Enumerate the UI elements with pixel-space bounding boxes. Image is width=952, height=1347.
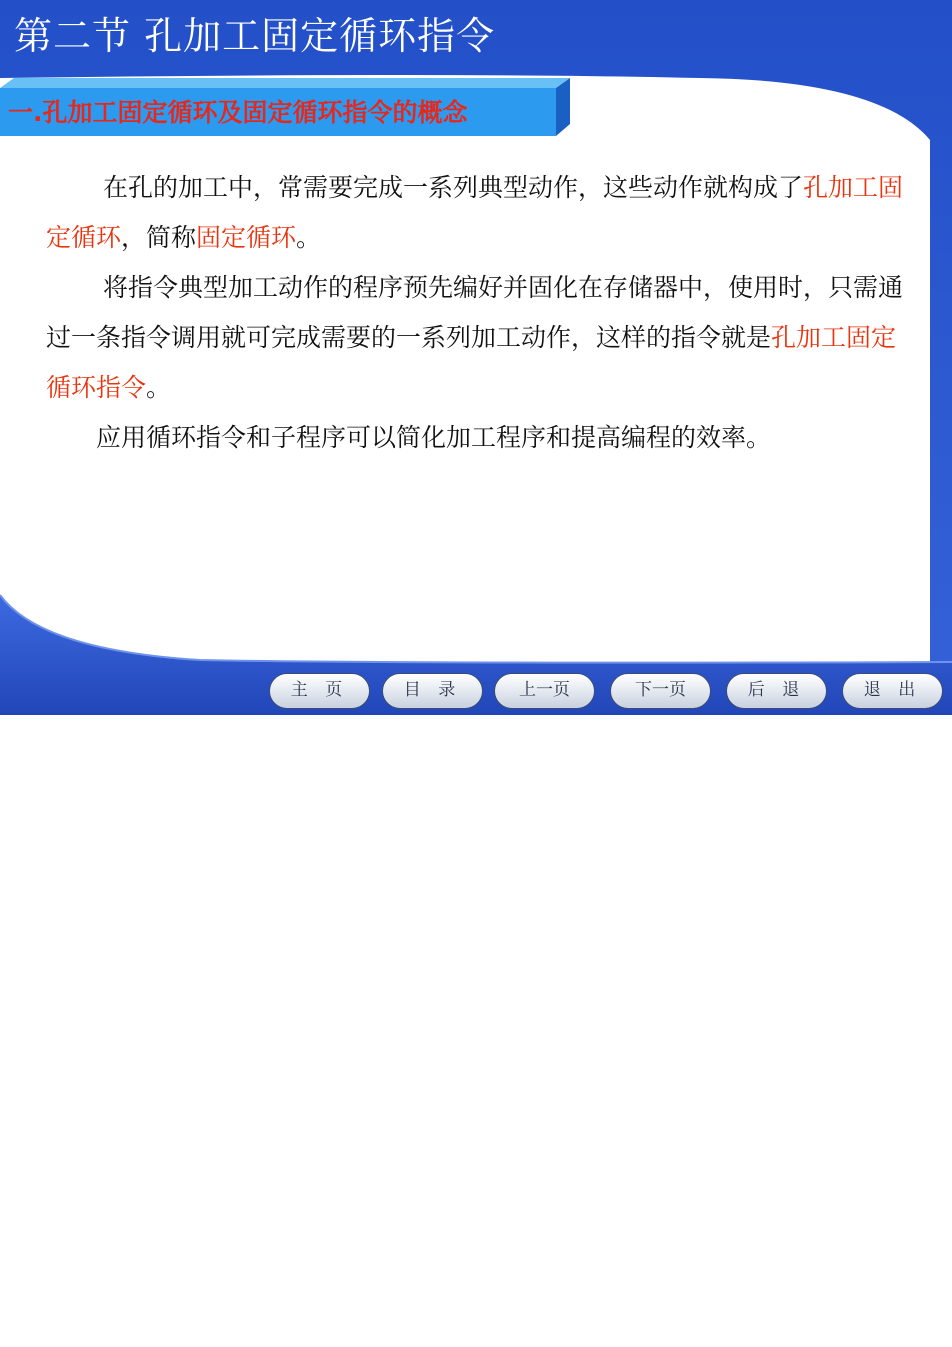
next-page-button[interactable]: 下一页 bbox=[610, 673, 711, 709]
paragraph-3-text-a: 应用循环指令和子程序可以简化加工程序和提高编程的效率。 bbox=[96, 423, 772, 452]
paragraph-3 bbox=[46, 413, 916, 463]
slide-body bbox=[46, 163, 916, 463]
section-title: 一.孔加工固定循环及固定循环指令的概念 bbox=[8, 98, 468, 127]
paragraph-2-text-a: 将指令典型加工动作的程序预先编好并固化在存储器中，使用时，只需通过一条指令调用就可完成需要的一系列加工动作，这样的指令就是 bbox=[46, 273, 904, 352]
exit-button[interactable]: 退 出 bbox=[842, 673, 943, 709]
paragraph-1-text-c: 。 bbox=[296, 223, 322, 252]
paragraph-1-text-b: ，简称 bbox=[121, 223, 197, 252]
highlight-term-fixed-cycle: 固定循环 bbox=[196, 223, 297, 252]
paragraph-1 bbox=[46, 163, 916, 263]
paragraph-1-text-a: 在孔的加工中，常需要完成一系列典型动作，这些动作就构成了 bbox=[103, 173, 804, 202]
highlight-term-hole-cycle: 孔加工固定循环 bbox=[46, 173, 904, 252]
slide-title: 第二节 孔加工固定循环指令 bbox=[14, 14, 496, 58]
prev-page-button[interactable]: 上一页 bbox=[494, 673, 595, 709]
contents-button[interactable]: 目 录 bbox=[382, 673, 483, 709]
highlight-term-cycle-instruction: 孔加工固定循环指令 bbox=[46, 323, 897, 402]
paragraph-2-text-b: 。 bbox=[146, 373, 172, 402]
back-button[interactable]: 后 退 bbox=[726, 673, 827, 709]
paragraph-2 bbox=[46, 263, 916, 413]
home-button[interactable]: 主 页 bbox=[269, 673, 370, 709]
